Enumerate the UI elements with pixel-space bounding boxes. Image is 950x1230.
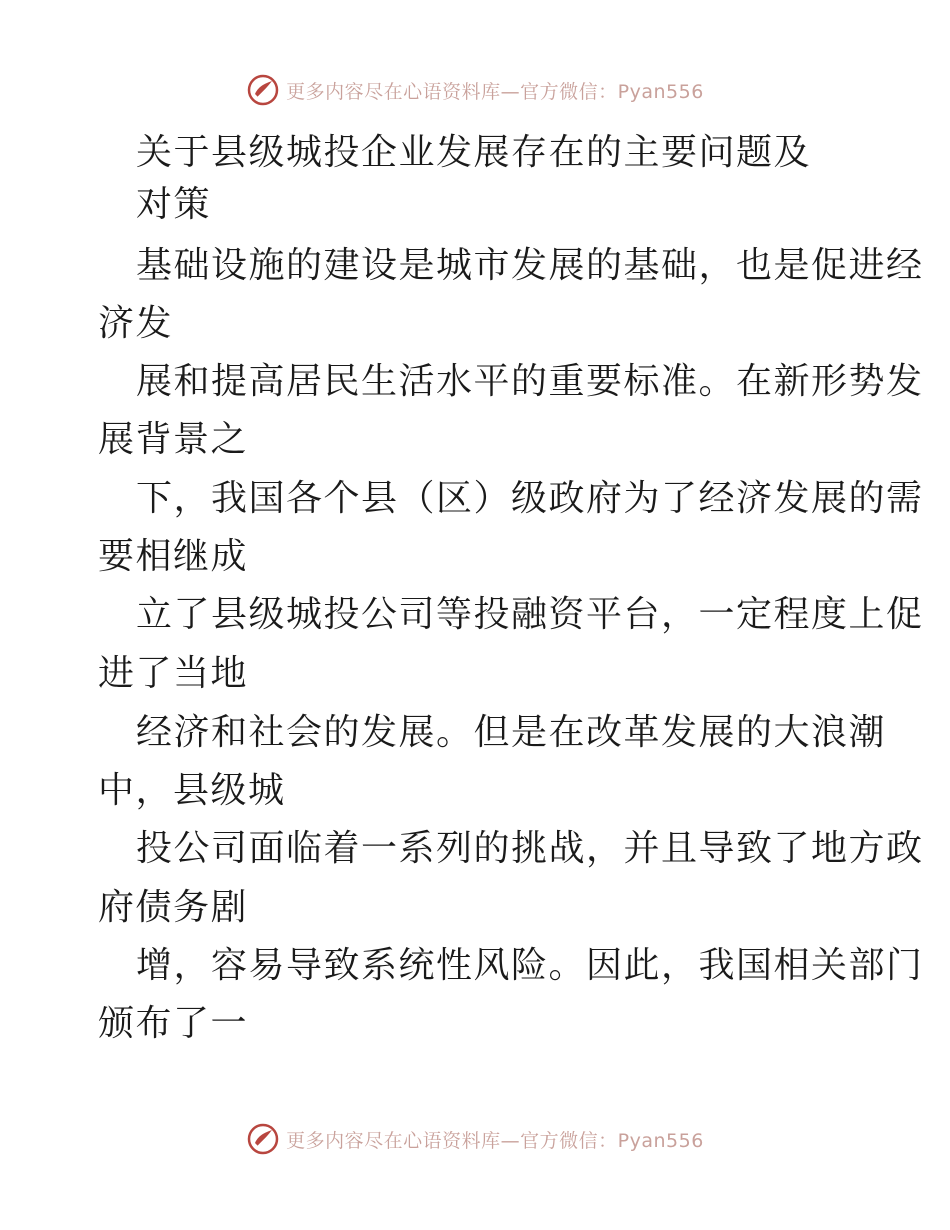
paragraph-line: 中，县级城 — [98, 770, 286, 811]
paragraph-line: 下，我国各个县（区）级政府为了经济发展的需 — [136, 478, 924, 519]
paragraph-line: 展和提高居民生活水平的重要标准。在新形势发 — [136, 361, 924, 402]
paragraph-line: 进了当地 — [98, 653, 249, 694]
footer-banner-text: 更多内容尽在心语资料库—官方微信：Pyan556 — [286, 1129, 704, 1152]
paragraph-line: 济发 — [98, 303, 174, 344]
paragraph-line: 颁布了一 — [98, 1003, 249, 1044]
paragraph-line: 增，容易导致系统性风险。因此，我国相关部门 — [136, 945, 924, 986]
paragraph-line: 基础设施的建设是城市发展的基础，也是促进经 — [136, 245, 924, 286]
footer-banner — [0, 1119, 950, 1159]
paragraph-line: 经济和社会的发展。但是在改革发展的大浪潮 — [136, 712, 887, 753]
brand-logo-icon — [246, 1122, 280, 1156]
header-banner — [0, 70, 950, 110]
document-title-line-1: 关于县级城投企业发展存在的主要问题及 — [136, 132, 812, 173]
document-title-line-2: 对策 — [136, 184, 212, 225]
paragraph-line: 要相继成 — [98, 536, 249, 577]
paragraph-line: 府债务剧 — [98, 887, 249, 928]
paragraph-line: 立了县级城投公司等投融资平台，一定程度上促 — [136, 594, 924, 635]
brand-logo-icon — [246, 73, 280, 107]
header-banner-text: 更多内容尽在心语资料库—官方微信：Pyan556 — [286, 80, 704, 103]
paragraph-line: 投公司面临着一系列的挑战，并且导致了地方政 — [136, 828, 924, 869]
paragraph-line: 展背景之 — [98, 419, 249, 460]
